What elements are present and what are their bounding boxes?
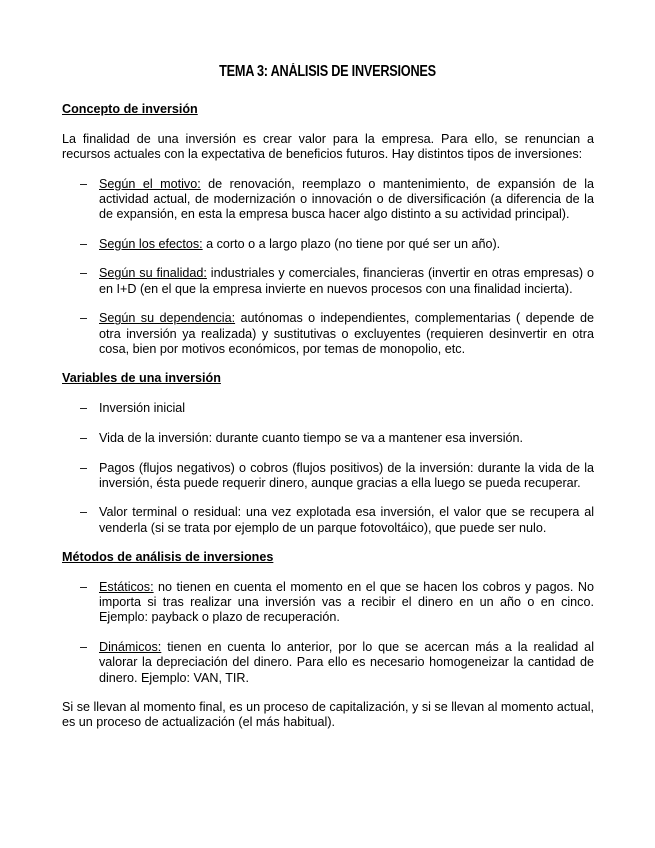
item-label: Según su dependencia:: [99, 311, 236, 326]
list-item: [62, 401, 594, 416]
list-item: [62, 431, 594, 446]
section-heading-concepto: Concepto de inversión: [62, 102, 198, 116]
list-item: [62, 311, 594, 357]
item-text: no tienen en cuenta el momento en el que se hacen los cobros y pagos. No importa si tras realizar una inversión vas a recibir el dinero en un año o en cinco. Ejemplo: payback o plazo de recuperación.: [99, 580, 594, 625]
item-label: Según el motivo:: [99, 176, 201, 191]
item-text: Vida de la inversión: durante cuanto tiempo se va a mantener esa inversión.: [99, 430, 524, 445]
item-text: a corto o a largo plazo (no tiene por qué ser un año).: [202, 236, 501, 251]
bullet-dash: –: [80, 176, 88, 191]
list-item: [62, 505, 594, 535]
item-text: de renovación, reemplazo o mantenimiento, de expansión de la actividad actual, de modernización o innovación o de diversificación (a diferencia de la de expansión, en esta la empresa busca hacer algo distinto a su actividad principal).: [99, 176, 595, 222]
bullet-dash: –: [80, 430, 88, 445]
bullet-dash: –: [80, 580, 88, 595]
item-text: Inversión inicial: [99, 401, 186, 416]
section-heading-variables: Variables de una inversión: [62, 371, 221, 386]
list-item: [62, 237, 594, 252]
bullet-dash: –: [80, 640, 88, 655]
page-title: TEMA 3: ANÁLISIS DE INVERSIONES: [219, 63, 436, 80]
list-item: [62, 580, 594, 626]
item-text: autónomas o independientes, complementarias ( depende de otra inversión ya realizada) y sustitutivas o excluyentes (requieren desinvertir en otra cosa, bien por motivos económicos, por temas de monopolio, etc.: [99, 311, 594, 356]
document-body: [62, 102, 594, 731]
item-label: Según su finalidad:: [99, 266, 207, 281]
metodos-closing: Si se llevan al momento final, es un proceso de capitalización, y si se llevan al momento actual, es un proceso de actualización (el más habitual).: [62, 700, 595, 730]
list-item: [62, 640, 594, 686]
item-label: Dinámicos:: [99, 640, 162, 655]
bullet-dash: –: [80, 311, 88, 326]
list-item: [62, 177, 594, 223]
item-text: Valor terminal o residual: una vez explotada esa inversión, el valor que se recupera al venderla (si se trata por ejemplo de un parque fotovoltáico), que puede ser nulo.: [99, 505, 594, 535]
list-item: [62, 266, 594, 296]
item-label: Según los efectos:: [99, 236, 203, 251]
item-text: tienen en cuenta lo anterior, por lo que se acercan más a la realidad al valorar la depreciación del dinero. Para ello es necesario homogeneizar la cantidad de dinero. Ejemplo: VAN, TIR.: [99, 640, 594, 685]
bullet-dash: –: [80, 401, 88, 416]
concepto-intro: La finalidad de una inversión es crear valor para la empresa. Para ello, se renuncian a recursos actuales con la expectativa de beneficios futuros. Hay distintos tipos de inversiones:: [62, 131, 594, 161]
item-text: Pagos (flujos negativos) o cobros (flujos positivos) de la inversión: durante la vida de la inversión, ésta puede requerir dinero, aunque gracias a ella luego se pueda recuperar.: [99, 460, 594, 490]
item-label: Estáticos:: [99, 580, 154, 595]
bullet-dash: –: [80, 460, 88, 475]
item-text: industriales y comerciales, financieras (invertir en otras empresas) o en I+D (en el que la empresa invierte en nuevos procesos con una finalidad incierta).: [99, 266, 594, 296]
bullet-dash: –: [80, 266, 88, 281]
section-heading-metodos: Métodos de análisis de inversiones: [62, 550, 274, 565]
bullet-dash: –: [80, 236, 88, 251]
bullet-dash: –: [80, 505, 88, 520]
list-item: [62, 461, 594, 491]
